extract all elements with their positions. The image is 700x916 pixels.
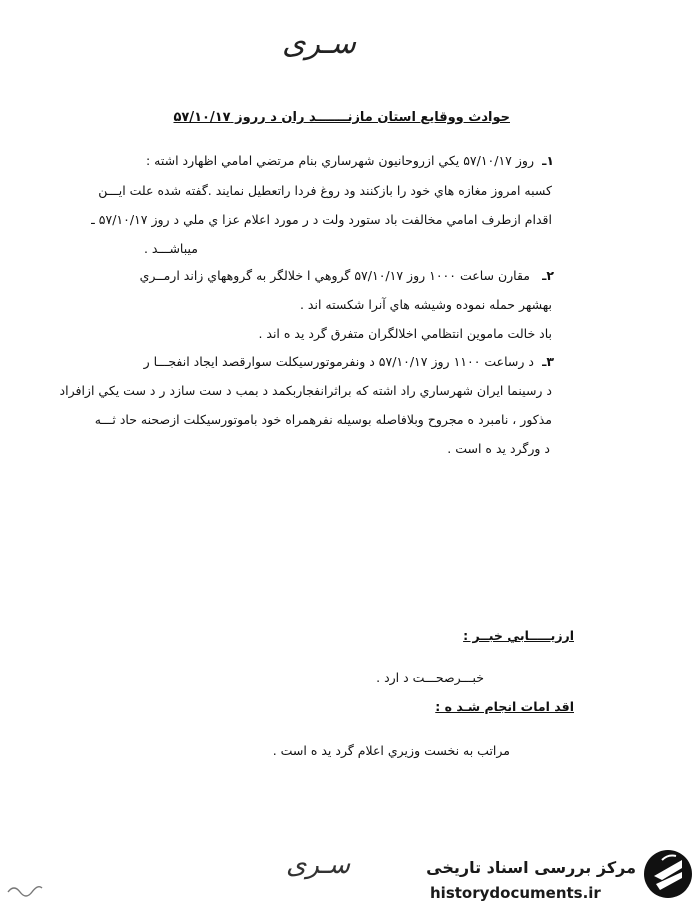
paragraph-2-line-2: بهشهر حمله نموده وشيشه هاي آنرا شکسته اند . bbox=[299, 297, 552, 312]
paragraph-3-line-3: مذکور ، نامبرد ه مجروح وبلافاصله بوسيله نفرهمراه خود باموتورسيکلت ازصحنه حاد ثـــه bbox=[94, 412, 552, 427]
watermark-title: مرکز بررسی اسناد تاریخی bbox=[426, 858, 636, 877]
classification-top: سـرى bbox=[282, 26, 356, 61]
paragraph-2-line-3: باد خالت ماموين انتظامي اخلالگران متفرق گرد يد ه اند . bbox=[258, 326, 552, 341]
paragraph-3-line-4: د ورگرد يد ه است . bbox=[447, 441, 550, 456]
document-title: حوادث ووقايع استان مازنـــــــد ران د رروز ۵۷/۱۰/۱۷ bbox=[173, 110, 510, 125]
classification-bottom: سـرى bbox=[286, 850, 351, 880]
paragraph-1-number: ۱ـ bbox=[542, 153, 554, 168]
margin-mark bbox=[4, 878, 44, 902]
actions-label: اقد امات انجام شـد ه : bbox=[435, 699, 574, 714]
paragraph-1-line-2: کسبه امروز مغازه هاي خود را بازکنند ود روغ فردا راتعطيل نمايند .گفته شده علت ايـــن bbox=[98, 183, 552, 198]
paragraph-3-line-1: د رساعت ۱۱۰۰ روز ۵۷/۱۰/۱۷ د ونفرموتورسيکلت سوارقصد ايجاد انفجـــا ر bbox=[143, 354, 534, 369]
paragraph-2-number: ۲ـ bbox=[542, 268, 554, 283]
paragraph-3-line-2: د رسينما ايران شهرساري راد اشته که براثرانفجاربکمد د بمب د ست سازد ر د ست يکي ازافراد bbox=[59, 383, 552, 398]
archive-logo-icon bbox=[642, 846, 694, 902]
paragraph-1-line-3: اقدام ازطرف امامي مخالفت باد ستورد ولت د ر مورد اعلام عزا ي ملي د روز ۵۷/۱۰/۱۷ ـ bbox=[91, 212, 552, 227]
paragraph-2-line-1: مقارن ساعت ۱۰۰۰ روز ۵۷/۱۰/۱۷ گروهي ا خلالگر به گروههاي زاند ارمــري bbox=[139, 268, 530, 283]
assessment-value: خبـــرصحـــت د ارد . bbox=[376, 670, 484, 685]
paragraph-1-line-1: روز ۵۷/۱۰/۱۷ يکي ازروحانيون شهرساري بنام مرتضي امامي اظهارد اشته : bbox=[145, 153, 534, 168]
paragraph-1-line-4: ميباشـــد . bbox=[143, 241, 198, 256]
actions-value: مراتب به نخست وزيري اعلام گرد يد ه است . bbox=[272, 743, 510, 758]
paragraph-3-number: ۳ـ bbox=[542, 354, 554, 369]
watermark-url: historydocuments.ir bbox=[430, 884, 601, 902]
assessment-label: ارزيـــــابي خبــر : bbox=[463, 628, 574, 643]
